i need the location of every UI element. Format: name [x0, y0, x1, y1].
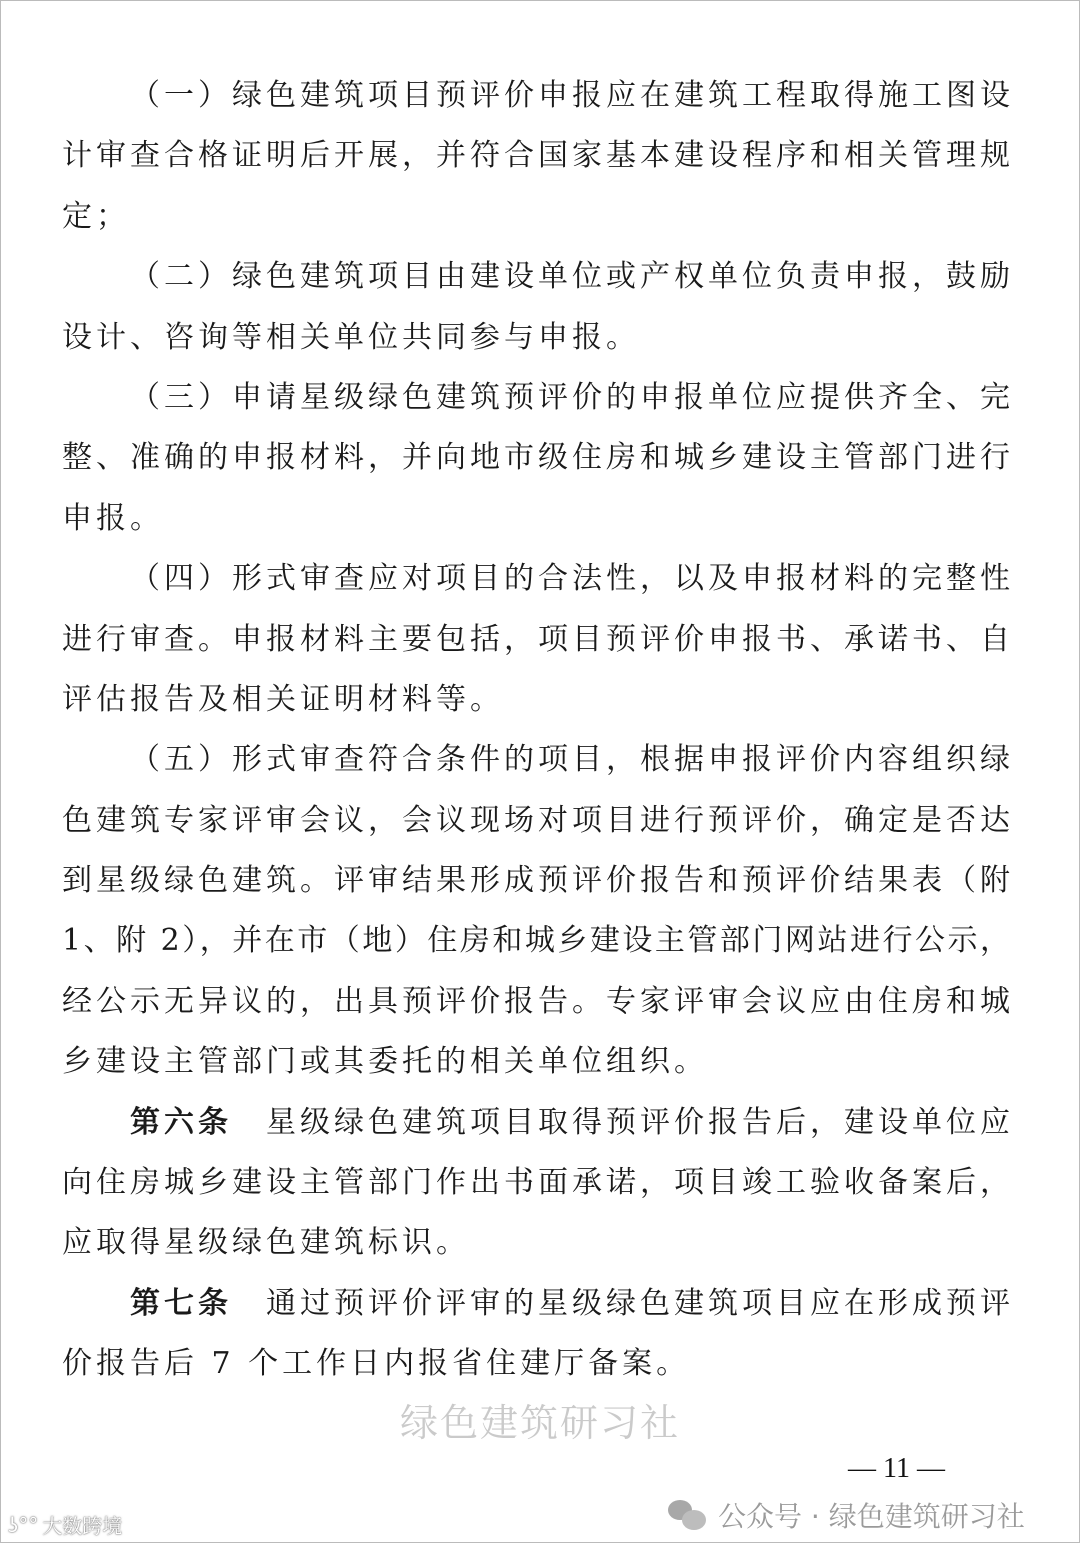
paragraph-line [62, 247, 1010, 307]
paragraph-line [62, 1274, 1010, 1334]
paragraph-line [62, 308, 1010, 368]
paragraph-line [62, 368, 1010, 428]
line-text: 应取得星级绿色建筑标识。 [62, 1225, 470, 1261]
line-text: （四）形式审查应对项目的合法性，以及申报材料的完整性 [130, 561, 1010, 597]
paragraph-line [62, 791, 1010, 851]
line-text: 星级绿色建筑项目取得预评价报告后，建设单位应 [262, 1104, 1010, 1140]
paragraph-line [62, 489, 1010, 549]
paragraph-line [62, 972, 1010, 1032]
paragraph-line [62, 549, 1010, 609]
wechat-account-name: 公众号 · 绿色建筑研习社 [718, 1500, 1025, 1533]
line-text: （三）申请星级绿色建筑预评价的申报单位应提供齐全、完 [130, 379, 1010, 415]
line-text: 进行审查。申报材料主要包括，项目预评价申报书、承诺书、自 [62, 621, 1010, 657]
wechat-account-label [668, 1496, 1025, 1534]
line-text: 经公示无异议的，出具预评价报告。专家评审会议应由住房和城 [62, 983, 1010, 1019]
corner-logo [8, 1510, 122, 1539]
paragraph-line [62, 1153, 1010, 1213]
article-number: 第七条 [130, 1285, 232, 1321]
line-text: 设计、咨询等相关单位共同参与申报。 [62, 319, 640, 355]
line-text: 向住房城乡建设主管部门作出书面承诺，项目竣工验收备案后， [62, 1165, 1010, 1201]
wechat-icon [668, 1498, 708, 1532]
paragraph-line [62, 851, 1010, 911]
line-text: 定； [62, 198, 130, 234]
watermark: 绿色建筑研习社 [400, 1401, 681, 1445]
line-text: 色建筑专家评审会议，会议现场对项目进行预评价，确定是否达 [62, 802, 1010, 838]
paragraph-line [62, 126, 1010, 186]
line-text: 乡建设主管部门或其委托的相关单位组织。 [62, 1044, 708, 1080]
line-text: （二）绿色建筑项目由建设单位或产权单位负责申报，鼓励 [130, 259, 1010, 295]
paragraph-line [62, 1213, 1010, 1273]
line-text: 价报告后 7 个工作日内报省住建厅备案。 [62, 1346, 691, 1382]
logo-icon: ʖ°° [8, 1512, 39, 1537]
document-body [62, 66, 1010, 1395]
paragraph-line [62, 1093, 1010, 1153]
paragraph-line [62, 1334, 1010, 1394]
paragraph-line [62, 911, 1010, 971]
paragraph-line [62, 1032, 1010, 1092]
line-text: （一）绿色建筑项目预评价申报应在建筑工程取得施工图设 [130, 78, 1010, 113]
paragraph-line [62, 187, 1010, 247]
line-text: 通过预评价评审的星级绿色建筑项目应在形成预评 [262, 1285, 1010, 1321]
paragraph-line [62, 730, 1010, 790]
line-text: 计审查合格证明后开展，并符合国家基本建设程序和相关管理规 [62, 138, 1010, 174]
line-text: （五）形式审查符合条件的项目，根据申报评价内容组织绿 [130, 742, 1010, 778]
line-text: 1、附 2），并在市（地）住房和城乡建设主管部门网站进行公示， [62, 923, 1010, 959]
page-number: — 11 — [848, 1453, 945, 1484]
paragraph-line [62, 610, 1010, 670]
line-text: 评估报告及相关证明材料等。 [62, 681, 504, 717]
corner-logo-text: 大数跨境 [42, 1514, 123, 1538]
line-text: 整、准确的申报材料，并向地市级住房和城乡建设主管部门进行 [62, 440, 1010, 476]
line-text: 到星级绿色建筑。评审结果形成预评价报告和预评价结果表（附 [62, 863, 1010, 899]
paragraph-line [62, 670, 1010, 730]
paragraph-line [62, 428, 1010, 488]
line-text: 申报。 [62, 500, 164, 536]
paragraph-line [62, 66, 1010, 126]
article-number: 第六条 [130, 1104, 232, 1140]
